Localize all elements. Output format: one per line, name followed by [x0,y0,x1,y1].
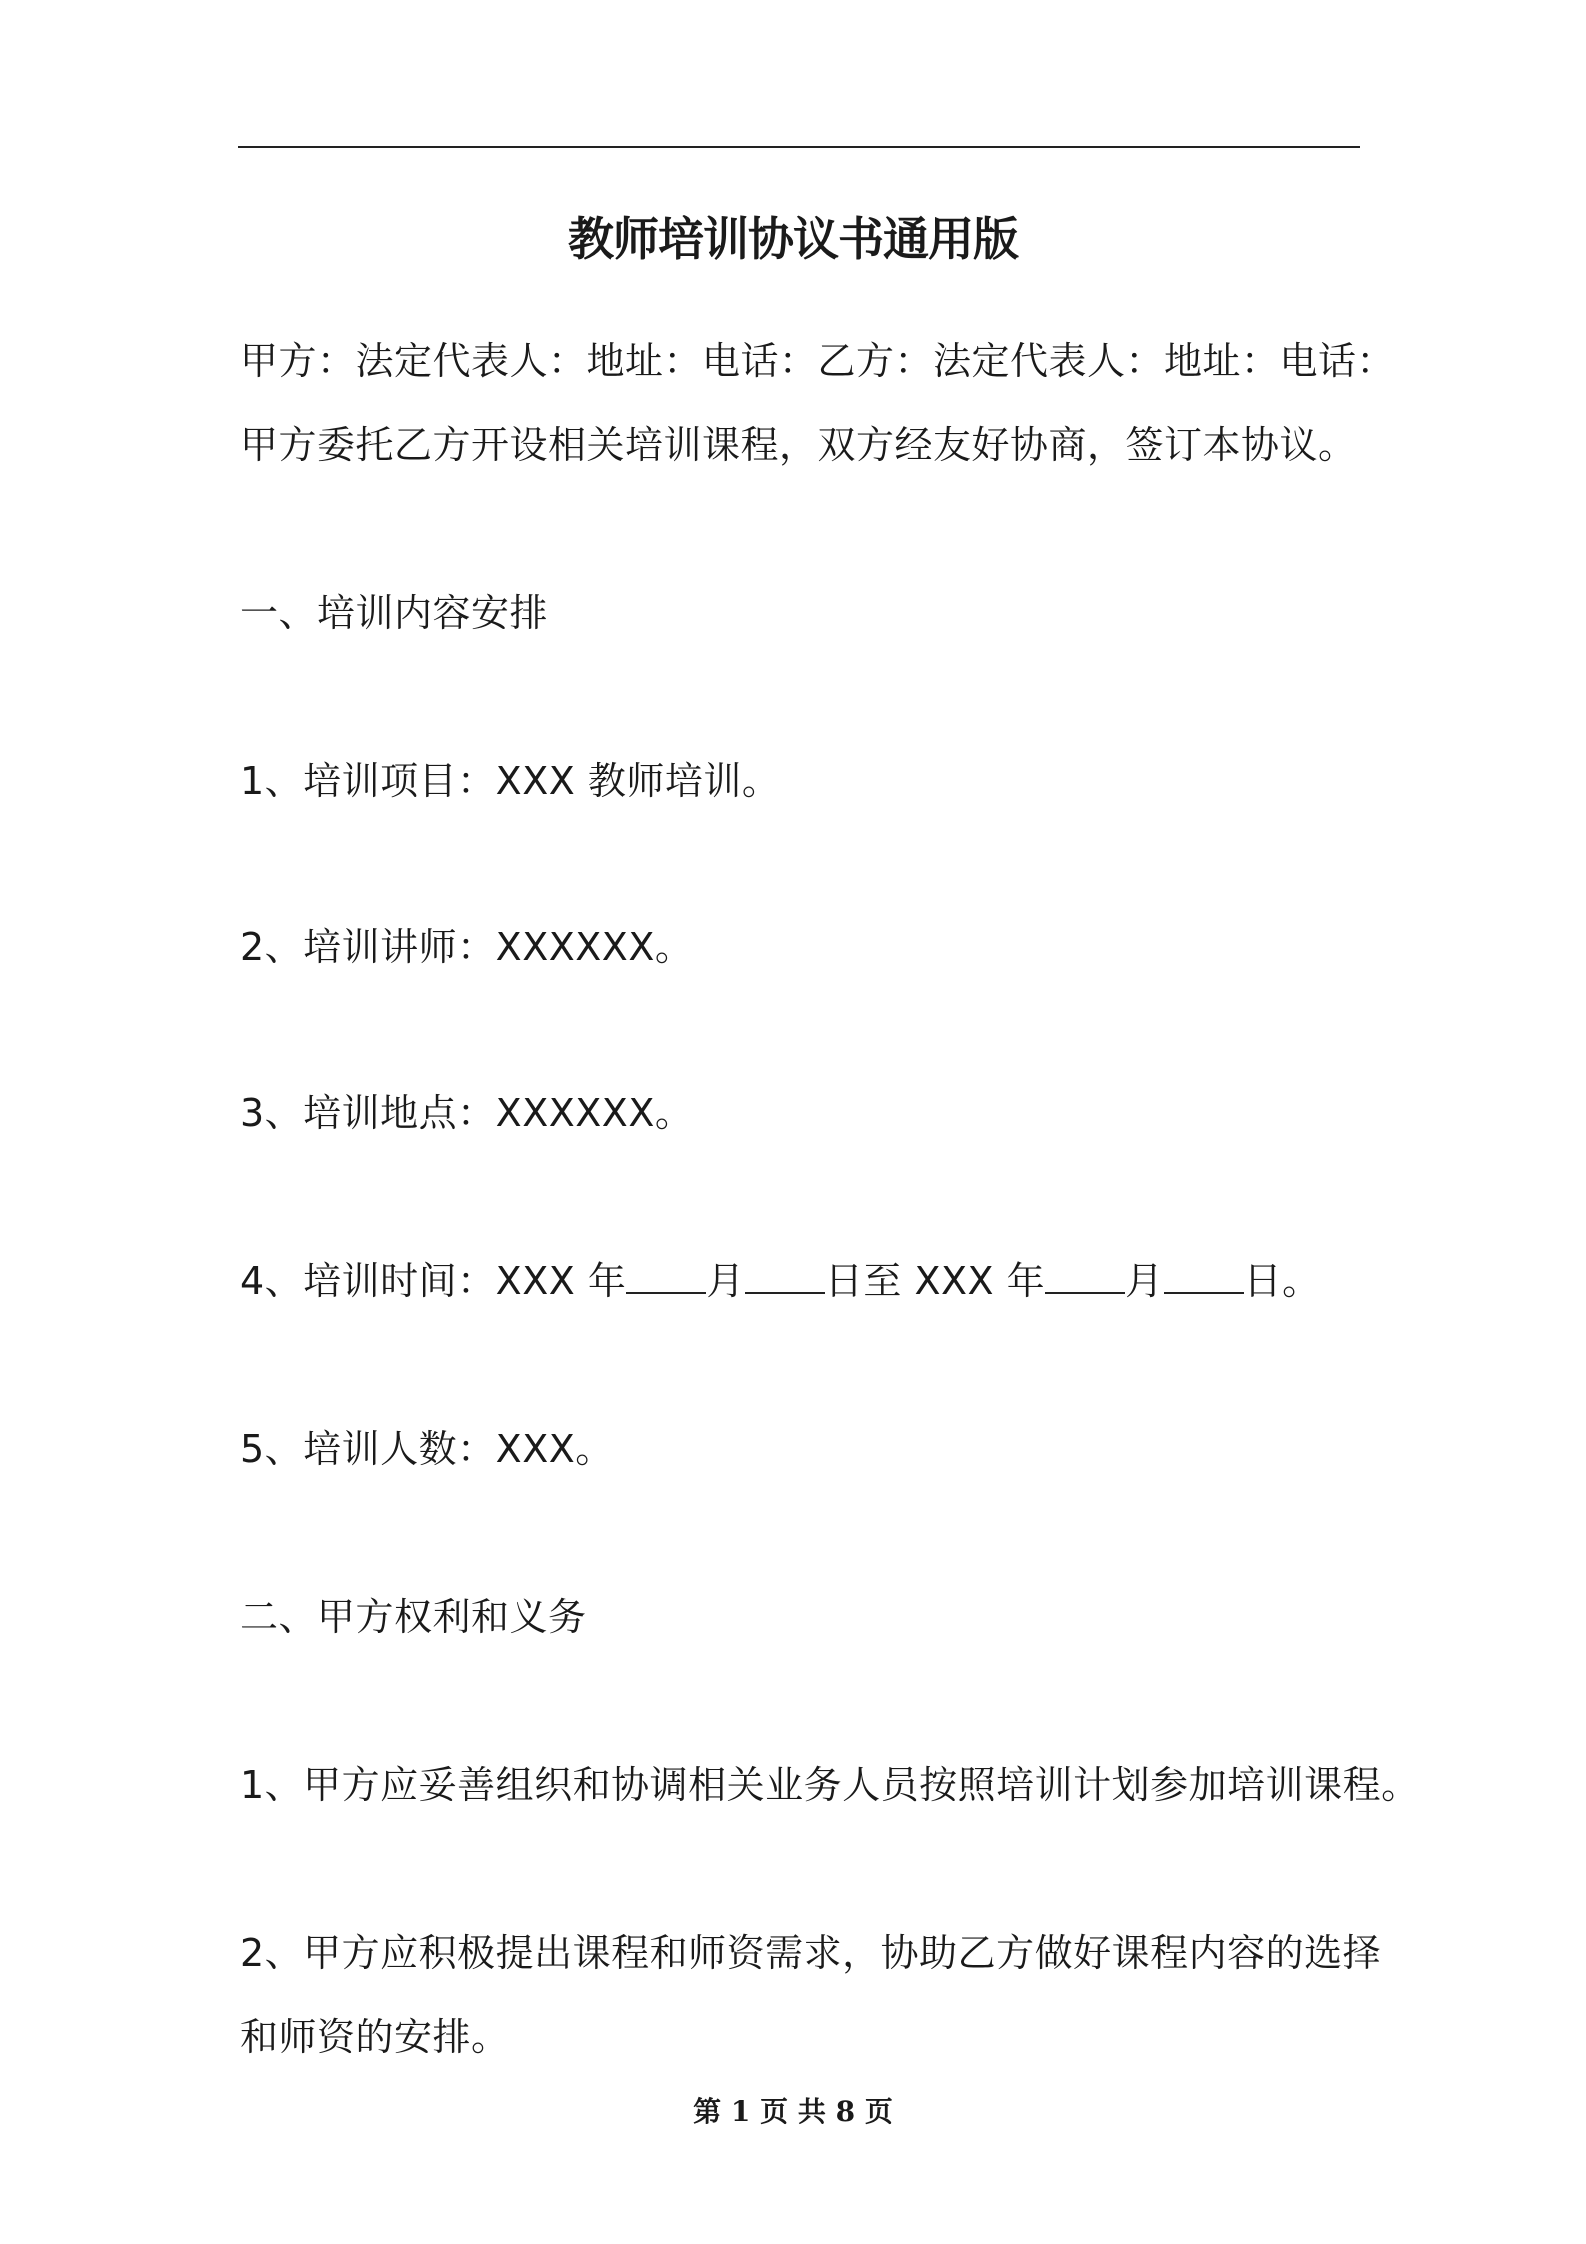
page-number: 第 1 页 共 8 页 [693,2095,893,2128]
section1-item3: 3、培训地点：XXXXXX。 [240,1091,694,1135]
item4-month1: 月 [706,1259,745,1303]
section2-item2-line1: 2、甲方应积极提出课程和师资需求，协助乙方做好课程内容的选择 [240,1931,1382,1975]
day-blank-1 [745,1256,825,1294]
section1-heading: 一、培训内容安排 [240,591,549,635]
section2-item2-line2: 和师资的安排。 [240,2015,510,2059]
section1-item4 [240,1254,1321,1308]
item4-prefix: 4、培训时间：XXX 年 [240,1259,627,1303]
item4-day2-end: 日。 [1243,1259,1321,1303]
section2-item1: 1、甲方应妥善组织和协调相关业务人员按照培训计划参加培训课程。 [240,1763,1420,1807]
month-blank-2 [1045,1256,1125,1294]
item4-month2: 月 [1125,1259,1164,1303]
section1-item2: 2、培训讲师：XXXXXX。 [240,925,694,969]
month-blank-1 [626,1256,706,1294]
day-blank-2 [1164,1256,1244,1294]
item4-day1-to: 日至 XXX 年 [824,1259,1046,1303]
section1-item5: 5、培训人数：XXX。 [240,1427,614,1471]
intro-line: 甲方委托乙方开设相关培训课程，双方经友好协商，签订本协议。 [240,423,1357,467]
section1-item1: 1、培训项目：XXX 教师培训。 [240,759,781,803]
header-rule [238,146,1360,148]
document-title: 教师培训协议书通用版 [568,212,1018,266]
section2-heading: 二、甲方权利和义务 [240,1595,587,1639]
parties-line: 甲方：法定代表人：地址：电话：乙方：法定代表人：地址：电话： [240,339,1396,383]
